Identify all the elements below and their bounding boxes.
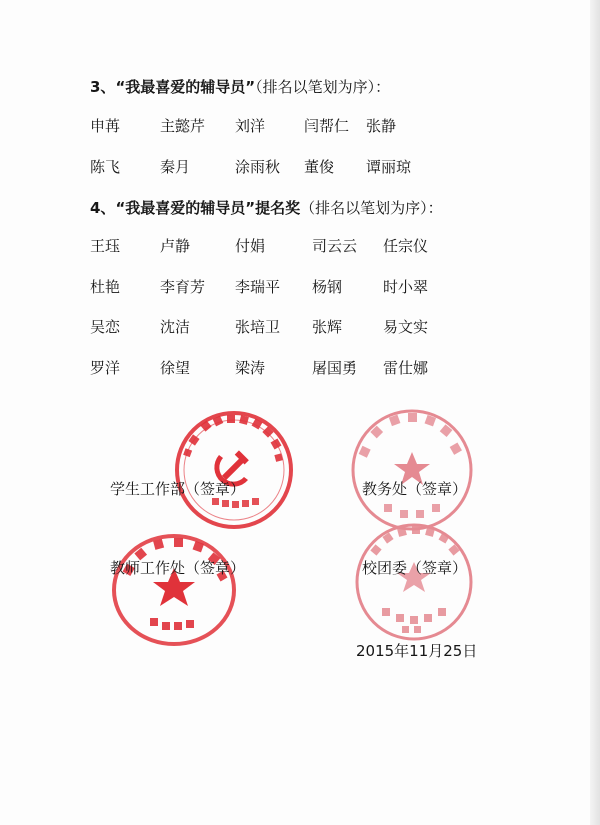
youth-league-seal bbox=[352, 520, 476, 644]
section-4-note: （排名以笔划为序）： bbox=[300, 199, 443, 217]
nominee-name: 易文实 bbox=[383, 318, 429, 336]
student-affairs-seal bbox=[172, 408, 296, 532]
nominee-name: 张培卫 bbox=[235, 318, 281, 336]
nominee-name: 张辉 bbox=[312, 318, 343, 336]
awardee-name: 秦月 bbox=[160, 158, 191, 176]
awardee-name: 刘洋 bbox=[235, 117, 266, 135]
academic-affairs-seal bbox=[348, 406, 476, 534]
scan-edge bbox=[590, 0, 600, 825]
awardee-name: 陈飞 bbox=[90, 158, 121, 176]
teacher-affairs-signature: 教师工作处（签章） bbox=[110, 559, 246, 577]
awardee-name: 申苒 bbox=[90, 117, 121, 135]
nominee-name: 司云云 bbox=[312, 237, 358, 255]
nominee-name: 李瑞平 bbox=[235, 278, 281, 296]
awardee-name: 张静 bbox=[366, 117, 397, 135]
section-4-heading bbox=[90, 197, 443, 218]
nominee-name: 杨钢 bbox=[312, 278, 343, 296]
nominee-name: 李育芳 bbox=[160, 278, 206, 296]
nominee-name: 卢静 bbox=[160, 237, 191, 255]
awardee-name: 主懿芹 bbox=[160, 117, 206, 135]
nominee-name: 任宗仪 bbox=[383, 237, 429, 255]
section-3-note: （排名以笔划为序）： bbox=[255, 78, 391, 96]
nominee-name: 梁涛 bbox=[235, 359, 266, 377]
nominee-name: 付娟 bbox=[235, 237, 266, 255]
nominee-name: 沈洁 bbox=[160, 318, 191, 336]
nominee-name: 屠国勇 bbox=[312, 359, 358, 377]
section-4-number: 4、 bbox=[90, 199, 116, 217]
section-3-heading bbox=[90, 76, 390, 97]
section-3-title: “我最喜爱的辅导员” bbox=[115, 78, 256, 96]
nominee-name: 时小翠 bbox=[383, 278, 429, 296]
awardee-name: 谭丽琼 bbox=[366, 158, 412, 176]
nominee-name: 吴恋 bbox=[90, 318, 121, 336]
academic-affairs-signature: 教务处（签章） bbox=[362, 480, 468, 498]
section-3-number: 3、 bbox=[90, 78, 116, 96]
youth-league-signature: 校团委（签章） bbox=[362, 559, 468, 577]
awardee-name: 闫帮仁 bbox=[304, 117, 350, 135]
document-date: 2015年11月25日 bbox=[356, 642, 478, 660]
awardee-name: 董俊 bbox=[304, 158, 335, 176]
awardee-name: 涂雨秋 bbox=[235, 158, 281, 176]
nominee-name: 罗洋 bbox=[90, 359, 121, 377]
nominee-name: 徐望 bbox=[160, 359, 191, 377]
nominee-name: 王珏 bbox=[90, 237, 121, 255]
nominee-name: 雷仕娜 bbox=[383, 359, 429, 377]
student-affairs-signature: 学生工作部（签章） bbox=[110, 480, 246, 498]
nominee-name: 杜艳 bbox=[90, 278, 121, 296]
section-4-title: “我最喜爱的辅导员”提名奖 bbox=[115, 199, 301, 217]
teacher-affairs-seal bbox=[110, 532, 238, 650]
